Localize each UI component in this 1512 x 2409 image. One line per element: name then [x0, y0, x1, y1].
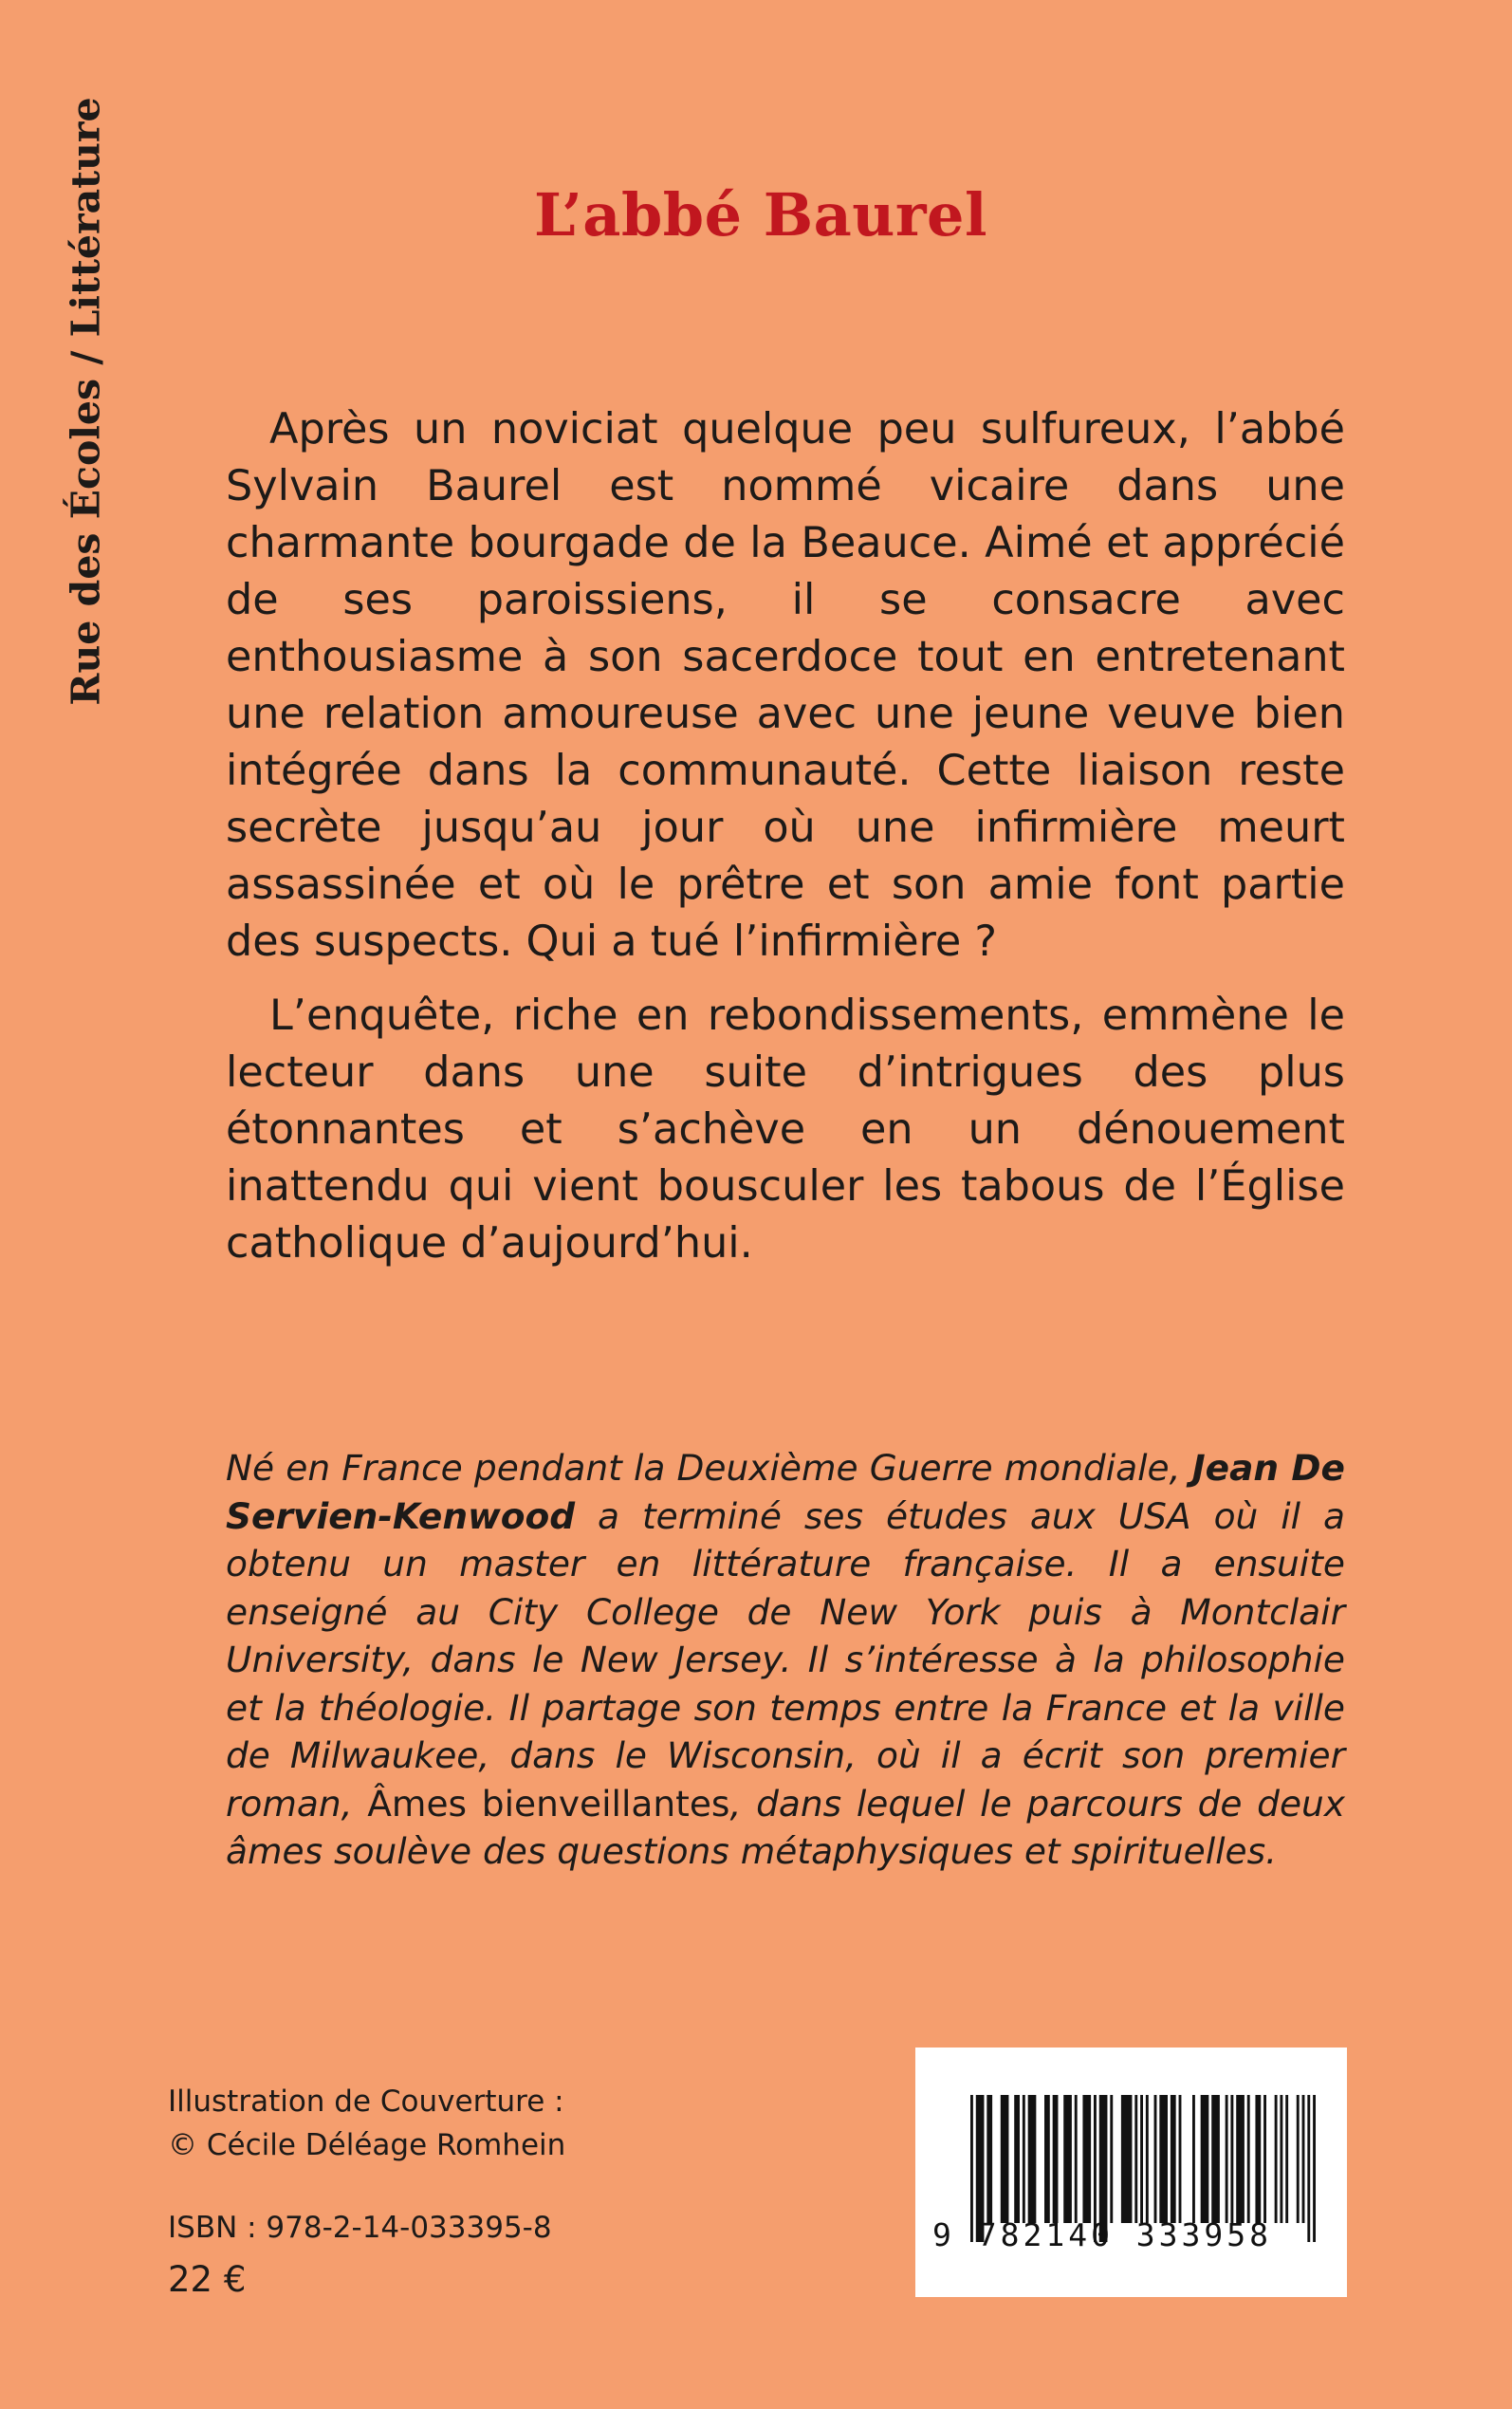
spine-text: Rue des Écoles / Littérature: [64, 97, 109, 706]
isbn-number: ISBN : 978-2-14-033395-8: [168, 2211, 552, 2245]
barcode-bar: [1285, 2095, 1288, 2223]
bio-text: a terminé ses études aux USA où il a obtenu un master en littérature française. Il a ensuite enseigné au City College de New York puis à Montclair University, dans le New Jersey. Il s’intéresse à la philosophie et la théologie. Il partage son temps entre la France et la ville de Milwaukee, dans le Wisconsin, où il a écrit son premier roman,: [226, 1494, 1345, 1825]
bio-ending: , dans lequel le parcours de deux âmes soulève des questions métaphysiques et spirituelles.: [226, 1782, 1345, 1872]
illustration-label: Illustration de Couverture :: [168, 2085, 564, 2119]
barcode-bar: [1023, 2095, 1025, 2223]
bio-intro: Né en France pendant la Deuxième Guerre mondiale,: [226, 1447, 1192, 1489]
barcode: [915, 2048, 1347, 2297]
barcode-bar: [1255, 2095, 1261, 2223]
barcode-bar: [1001, 2095, 1009, 2223]
barcode-bar: [1226, 2095, 1228, 2223]
barcode-bar: [1179, 2095, 1182, 2223]
barcode-bar: [1171, 2095, 1176, 2223]
barcode-bar: [1110, 2095, 1113, 2223]
author-name: Jean De Servien-Kenwood: [226, 1447, 1345, 1537]
book-title: L’abbé Baurel: [533, 180, 988, 250]
barcode-bar: [1121, 2095, 1133, 2223]
barcode-bar: [1053, 2095, 1059, 2223]
cover-credit: [168, 2080, 565, 2167]
barcode-bars: [915, 2048, 1347, 2297]
novel-title: Âmes bienveillantes: [367, 1782, 730, 1825]
synopsis-paragraph: L’enquête, riche en rebondissements, emmène le lecteur dans une suite d’intrigues des plus étonnantes et s’achève en un dénouement inattendu qui vient bousculer les tabous de l’Église catholique d’aujourd’hui.: [226, 991, 1345, 1268]
barcode-bar: [1134, 2095, 1137, 2223]
synopsis-paragraph: Après un noviciat quelque peu sulfureux, l’abbé Sylvain Baurel est nommé vicaire dans une charmante bourgade de la Beauce. Aimé et apprécié de ses paroissiens, il se consacre avec enthousiasme à son sacerdoce tout en entretenant une relation amoureuse avec une jeune veuve bien intégrée dans la communauté. Cette liaison reste secrète jusqu’au jour où une infirmière meurt assassinée et où le prêtre et son amie font partie des suspects. Qui a tué l’infirmière ?: [226, 405, 1345, 966]
price: 22 €: [168, 2259, 247, 2300]
barcode-digits: 9 782140 333958: [932, 2216, 1273, 2253]
barcode-bar: [1247, 2095, 1250, 2223]
barcode-bar: [1159, 2095, 1168, 2223]
barcode-bar: [1302, 2095, 1305, 2223]
barcode-bar: [1192, 2095, 1195, 2223]
barcode-bar: [1230, 2095, 1233, 2223]
barcode-bar: [1263, 2095, 1266, 2223]
barcode-bar: [1275, 2095, 1278, 2223]
barcode-bar: [1063, 2095, 1072, 2223]
illustrator-name: © Cécile Déléage Romhein: [168, 2128, 566, 2162]
author-biography: [226, 1444, 1345, 1876]
barcode-bar: [986, 2095, 992, 2223]
barcode-bar: [1028, 2095, 1037, 2223]
barcode-bar: [1014, 2095, 1020, 2223]
barcode-bar: [1146, 2095, 1149, 2223]
barcode-bar: [1201, 2095, 1209, 2223]
barcode-bar: [1044, 2095, 1050, 2223]
barcode-bar: [1154, 2095, 1157, 2223]
synopsis: [226, 401, 1345, 1289]
barcode-bar: [1140, 2095, 1143, 2223]
barcode-bar: [1297, 2095, 1300, 2223]
barcode-bar: [1236, 2095, 1245, 2223]
barcode-bar: [1280, 2095, 1282, 2223]
barcode-bar: [1082, 2095, 1091, 2223]
barcode-bar: [1075, 2095, 1078, 2223]
barcode-bar: [1211, 2095, 1220, 2223]
